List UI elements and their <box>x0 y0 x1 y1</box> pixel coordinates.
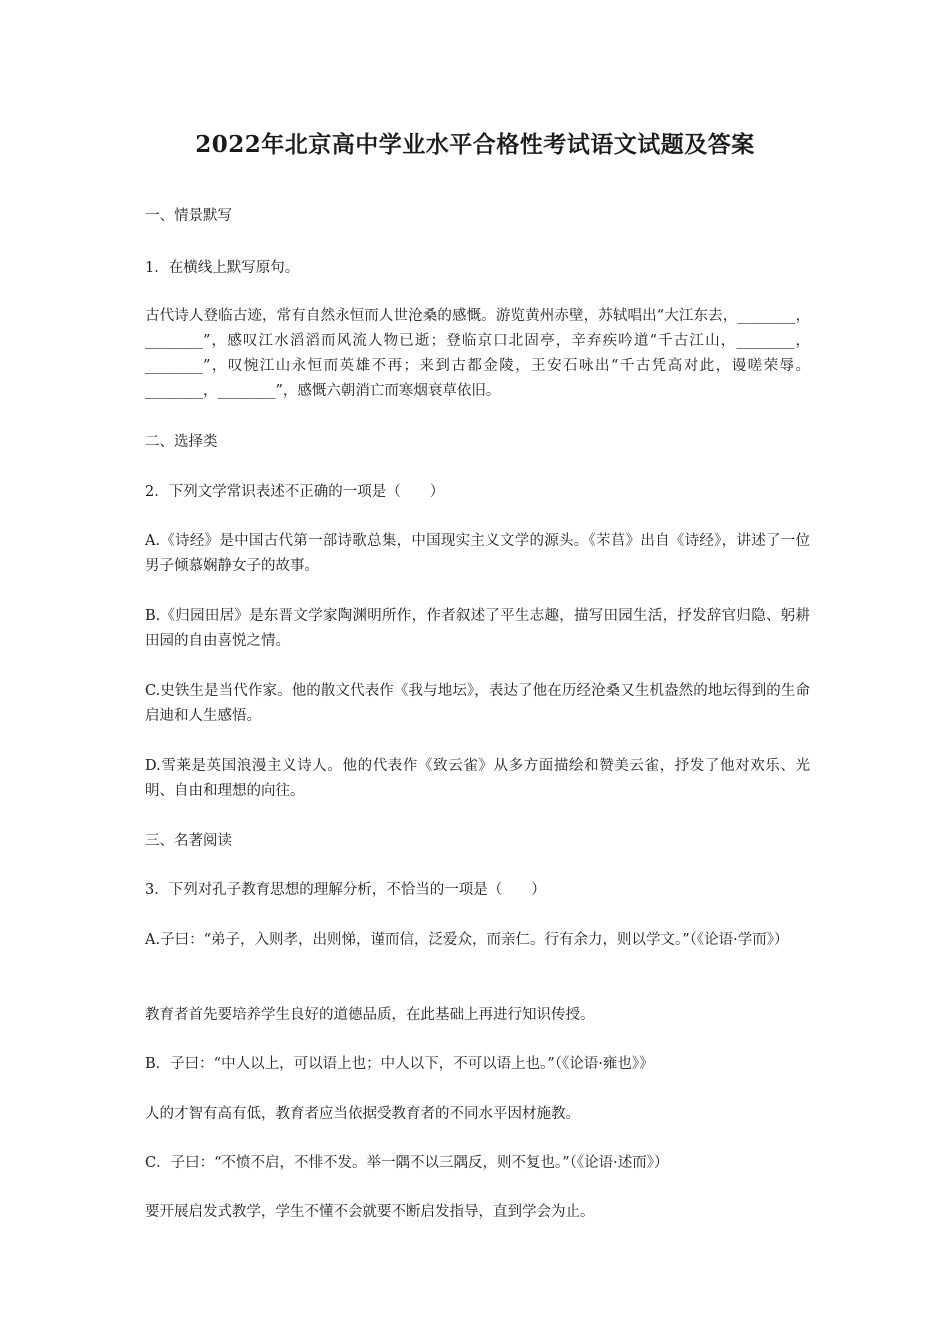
question-3-option-b-explanation: 人的才智有高有低，教育者应当依据受教育者的不同水平因材施教。 <box>145 1106 580 1122</box>
question-3-option-c-quote: C．子曰：“不愤不启，不悱不发。举一隅不以三隅反，则不复也。”（《论语·述而》） <box>145 1155 669 1171</box>
question-2-option-a: A.《诗经》是中国古代第一部诗歌总集，中国现实主义文学的源头。《芣苢》出自《诗经》，讲述了一位男子倾慕娴静女子的故事。 <box>145 533 810 574</box>
section-heading-1: 一、情景默写 <box>145 208 232 224</box>
page-title: 2022年北京高中学业水平合格性考试语文试题及答案 <box>195 131 755 158</box>
question-1-body: 古代诗人登临古迹，常有自然永恒而人世沧桑的感慨。游览黄州赤壁，苏轼唱出“大江东去，________，________”，感叹江水滔滔而风流人物已逝；登临京口北固亭，辛弃疾吟道“千古江山，________，________”，叹惋江山永恒而英雄不再；来到古都金陵，王安石咏出“千古凭高对此，谩嗟荣辱。________，________”，感慨六朝消亡而寒烟衰草依旧。 <box>145 308 810 399</box>
question-2-option-c: C.史铁生是当代作家。他的散文代表作《我与地坛》，表达了他在历经沧桑又生机盎然的地坛得到的生命启迪和人生感悟。 <box>145 683 810 724</box>
section-heading-2: 二、选择类 <box>145 434 218 450</box>
section-heading-3: 三、名著阅读 <box>145 833 232 849</box>
question-3-option-c-explanation: 要开展启发式教学，学生不懂不会就要不断启发指导，直到学会为止。 <box>145 1204 595 1220</box>
question-2-option-b: B.《归园田居》是东晋文学家陶渊明所作，作者叙述了平生志趣，描写田园生活，抒发辞官归隐、躬耕田园的自由喜悦之情。 <box>145 608 810 649</box>
question-2-option-d: D.雪莱是英国浪漫主义诗人。他的代表作《致云雀》从多方面描绘和赞美云雀，抒发了他对欢乐、光明、自由和理想的向往。 <box>145 758 810 799</box>
question-3-prompt: 3．下列对孔子教育思想的理解分析，不恰当的一项是（ ） <box>145 882 546 898</box>
question-3-option-a-explanation: 教育者首先要培养学生良好的道德品质，在此基础上再进行知识传授。 <box>145 1007 595 1023</box>
question-1-prompt: 1．在横线上默写原句。 <box>145 260 300 276</box>
question-3-option-b-quote: B．子曰：“中人以上，可以语上也；中人以下，不可以语上也。”（《论语·雍也》》 <box>145 1056 654 1072</box>
question-3-option-a-quote: A.子曰：“弟子，入则孝，出则悌，谨而信，泛爱众，而亲仁。行有余力，则以学文。”（《论语·学而》） <box>145 932 789 948</box>
question-2-prompt: 2．下列文学常识表述不正确的一项是（ ） <box>145 484 445 500</box>
